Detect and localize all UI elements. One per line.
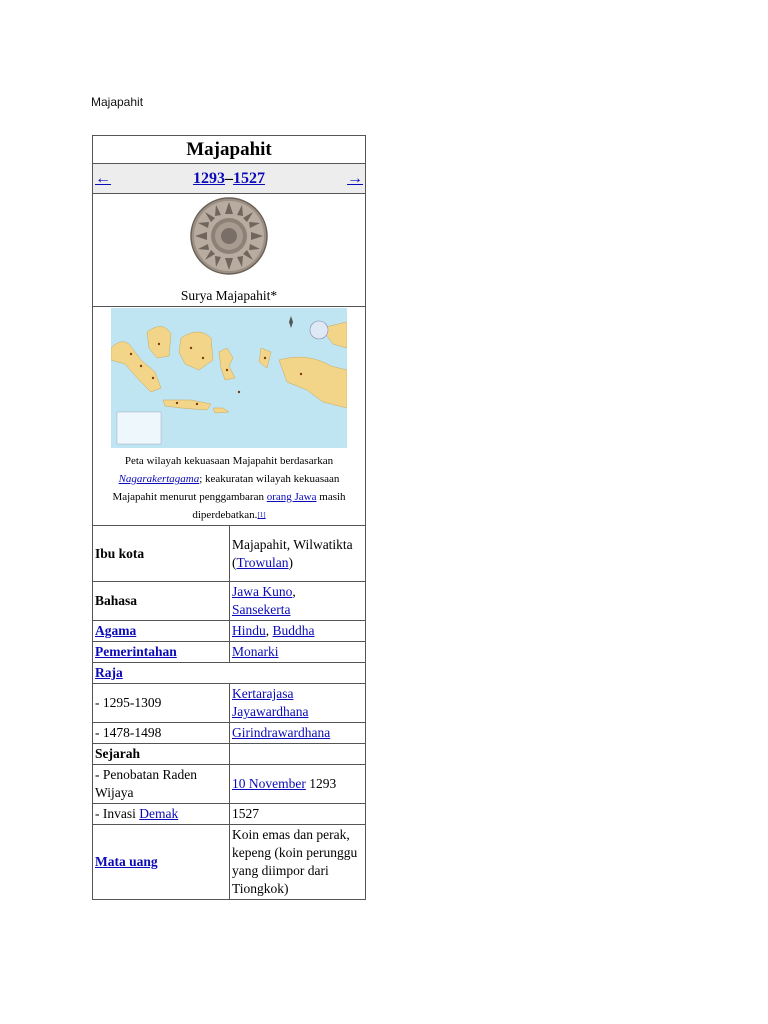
- invasi-label: - Invasi Demak: [93, 804, 230, 825]
- hindu-link[interactable]: Hindu: [232, 623, 266, 638]
- map-caption: Peta wilayah kekuasaan Majapahit berdasarkan Nagarakertagama; keakuratan wilayah kekuasaan Majapahit menurut penggambaran orang Jawa masih diperdebatkan.[1]: [112, 455, 346, 521]
- emblem-caption: Surya Majapahit*: [180, 287, 278, 303]
- year-end-link[interactable]: 1527: [233, 169, 265, 187]
- page-heading: Majapahit: [91, 95, 144, 109]
- row-bahasa: [93, 582, 366, 621]
- reference-link[interactable]: [1]: [257, 511, 266, 519]
- raja2-period: - 1478-1498: [93, 723, 230, 744]
- agama-link[interactable]: Agama: [95, 623, 137, 638]
- sejarah-label: Sejarah: [93, 744, 230, 765]
- raja1-period: - 1295-1309: [93, 684, 230, 723]
- next-arrow-link[interactable]: →: [347, 169, 363, 187]
- invasi-value: 1527: [230, 804, 366, 825]
- bahasa-value: Jawa Kuno, Sansekerta: [230, 582, 366, 621]
- majapahit-territory-map[interactable]: [111, 308, 347, 448]
- jawa-kuno-link[interactable]: Jawa Kuno: [232, 584, 293, 599]
- row-raja-1: [93, 684, 366, 723]
- penobatan-label: - Penobatan Raden Wijaya: [93, 765, 230, 804]
- year-start-link[interactable]: 1293: [193, 169, 225, 187]
- matauang-value: Koin emas dan perak, kepeng (koin perunggu yang diimpor dari Tiongkok): [230, 825, 366, 900]
- row-sejarah: [93, 744, 366, 765]
- surya-majapahit-emblem[interactable]: [189, 196, 269, 276]
- emblem-row: [93, 194, 366, 307]
- demak-link[interactable]: Demak: [139, 806, 179, 821]
- bahasa-label: Bahasa: [93, 582, 230, 621]
- row-agama: [93, 621, 366, 642]
- buddha-link[interactable]: Buddha: [272, 623, 315, 638]
- infobox: [92, 135, 366, 900]
- infobox-title-row: [93, 136, 366, 164]
- pemerintahan-link[interactable]: Pemerintahan: [95, 644, 177, 659]
- infobox-title: Majapahit: [93, 136, 366, 164]
- row-ibukota: [93, 526, 366, 582]
- mata-uang-link[interactable]: Mata uang: [95, 854, 158, 869]
- trowulan-link[interactable]: Trowulan: [236, 554, 289, 570]
- raja-link[interactable]: Raja: [95, 665, 123, 680]
- infobox-years-row: [93, 164, 366, 194]
- agama-value: Hindu, Buddha: [230, 621, 366, 642]
- nagarakertagama-link[interactable]: Nagarakertagama: [118, 473, 200, 485]
- row-matauang: [93, 825, 366, 900]
- 10-november-link[interactable]: 10 November: [232, 776, 306, 791]
- row-penobatan: [93, 765, 366, 804]
- row-raja-2: [93, 723, 366, 744]
- year-range: [193, 170, 265, 188]
- year-separator: –: [225, 169, 233, 187]
- sansekerta-link[interactable]: Sansekerta: [232, 602, 291, 617]
- ibukota-label: Ibu kota: [93, 526, 230, 582]
- row-raja: [93, 663, 366, 684]
- row-invasi: [93, 804, 366, 825]
- row-pemerintahan: [93, 642, 366, 663]
- monarki-link[interactable]: Monarki: [232, 644, 279, 659]
- kertarajasa-link[interactable]: Kertarajasa Jayawardhana: [232, 686, 309, 719]
- map-row: [93, 307, 366, 526]
- girindrawardhana-link[interactable]: Girindrawardhana: [232, 725, 331, 740]
- ibukota-value: Majapahit, Wilwatikta (Trowulan): [230, 526, 366, 582]
- penobatan-value: 10 November 1293: [230, 765, 366, 804]
- prev-arrow-link[interactable]: ←: [95, 169, 111, 187]
- orang-jawa-link[interactable]: orang Jawa: [266, 491, 317, 503]
